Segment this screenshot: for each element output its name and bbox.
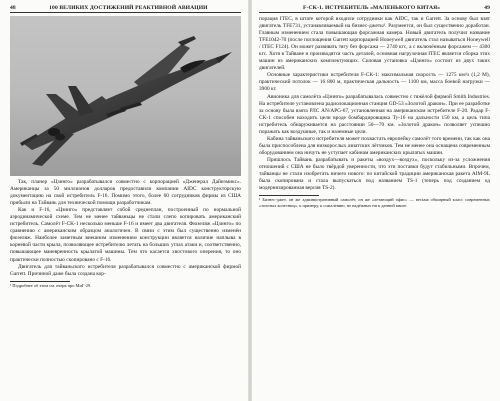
right-paragraph-2: Основные характеристики истребителя F-CK-1: максимальная скорость — 1275 км/ч (1,2 М), практический потолок — 16 800 м, практическая дальность — 1100 км, масса боевой нагрузки — 3900 кг. bbox=[259, 72, 490, 93]
right-page bbox=[251, 0, 500, 401]
left-page-number: 48 bbox=[10, 5, 16, 11]
right-paragraph-3: Авионика для самолёта «Цзинго» разрабатывалась совместно с тяжёлой фирмой Smith Industries. На истребителе установлена радиолокационная станция GD-53 «Золотой дракон». При ее разработке за основу была взята РЛС AN/APG-67, установленная на американском истребителе F-20. Радар F-CK-1 способен находить цели вроде бомбардировщика Ту-16 на дальности 150 км, а цель типа истребитель обнаруживается на расстоянии 50—70 км. «Золотой дракон» позволяет успешно поражать как воздушные, так и наземные цели. bbox=[259, 93, 490, 135]
left-page-header bbox=[10, 5, 241, 13]
right-paragraph-1: порация ITEC, в штате которой входили сотрудники как AIDC, так и Garrett. За основу был взят двигатель TFE731, устанавливаемый на бизнес-джеты¹. Разумеется, он был существенно доработан. Главным изменением стала повышающая форсажная камера. Новый двигатель получил название TFE1042-70 (после поглощения Garrett корпорацией Honeywell двигатель стал называться Honeywell / ITEC F124). Он может развивать тягу без форсажа — 2740 кгс, а с включённым форсажем — 4300 кгс. Хотя в Тайване и производятся часть деталей, основная нагрузочная ITEC является сборка этих машин из американских комплектующих. Силовая установка «Цзинго» состоит из двух таких двигателей. bbox=[259, 16, 490, 72]
left-page bbox=[0, 0, 249, 401]
fighter-jet-photo bbox=[10, 16, 241, 176]
left-paragraph-2: Как и F-16, «Цзинго» представляет собой среднеплан, построенный по нормальной аэродинамической схеме. Тем не менее тайваньцы не стали слепо копировать американский истребитель. Самолёт F-CK-1 несколько меньше F-16 и имеет два двигателя. Фюзеляж «Цзинго» по сравнению с американским образцом аналогичен. В связи с этим был существенно изменён фюзеляж. Наиболее заметным внешним изменением конструкции является наличие наплыва в корневой части крыла, позволяющее истребителю летать на больших углах атаки и, соответственно, повышающее маневренность крылатой машины. Тем что касается хвостового оперения, то оно практически полностью скопировано с F-16. bbox=[10, 207, 241, 263]
right-body-text bbox=[259, 16, 490, 192]
right-page-number: 49 bbox=[484, 5, 490, 11]
right-paragraph-4: Кабина тайваньского истребителя может похвастать европейку самолёт того времени, так как она была приспособлена для низкорослых азиатских лётчиков. Тем не менее она оснащена современным оборудованием она ничуть не уступает кабинам американских крылатых машин. bbox=[259, 135, 490, 156]
left-paragraph-1: Так, планер «Цзинго» разрабатывался совместно с корпорацией «Дженерал Дайнэмикс». Американцы за 50 миллионов долларов предоставили компании AIDC конструкторскую документацию на свой истребитель F-16. Помимо этого, более 60 сотрудников фирмы из США прибыли на Тайвань для технической помощи разработчикам. bbox=[10, 179, 241, 207]
left-footnote-rule bbox=[10, 281, 70, 282]
right-page-header bbox=[259, 5, 490, 13]
left-running-head: 100 ВЕЛИКИХ ДОСТИЖЕНИЙ РЕАКТИВНОЙ АВИАЦИИ bbox=[49, 5, 208, 11]
right-footnote: ¹ Бизнес-джет, он же административный самолёт, он же «летающий офис» — весьма обширный класс современных «золотых колесниц», к примеру, к сожалению, не надёжных ни к данной книге. bbox=[259, 197, 490, 208]
right-running-head: F-CK-1. ИСТРЕБИТЕЛЬ «МАЛЕНЬКОГО КИТАЯ» bbox=[303, 5, 441, 11]
left-body-text bbox=[10, 179, 241, 278]
left-paragraph-3: Двигатель для тайваньского истребителя разрабатывался совместно с американской фирмой Garrett. Причиной даже была создана кор- bbox=[10, 263, 241, 277]
right-paragraph-5: Пришлось Тайвань разрабатывать и ракеты «воздух—воздух», поскольку из-за усложнения отношений с США не было твёрдой уверенности, что эти поставки будут стабильными. Впрочем, тайванцы не стали изобретать ничего нового: по китайской традиции американская ракета AIM-9L была скопирована и стала выпускаться под названием TS-1 (теперь под созданием од модернизированная версия TS-2). bbox=[259, 156, 490, 192]
right-footnote-rule bbox=[259, 195, 319, 196]
left-footnote: ¹ Подробнее об этом см. очерк про МиГ-29. bbox=[10, 282, 92, 288]
fighter-jet-icon bbox=[10, 16, 241, 176]
